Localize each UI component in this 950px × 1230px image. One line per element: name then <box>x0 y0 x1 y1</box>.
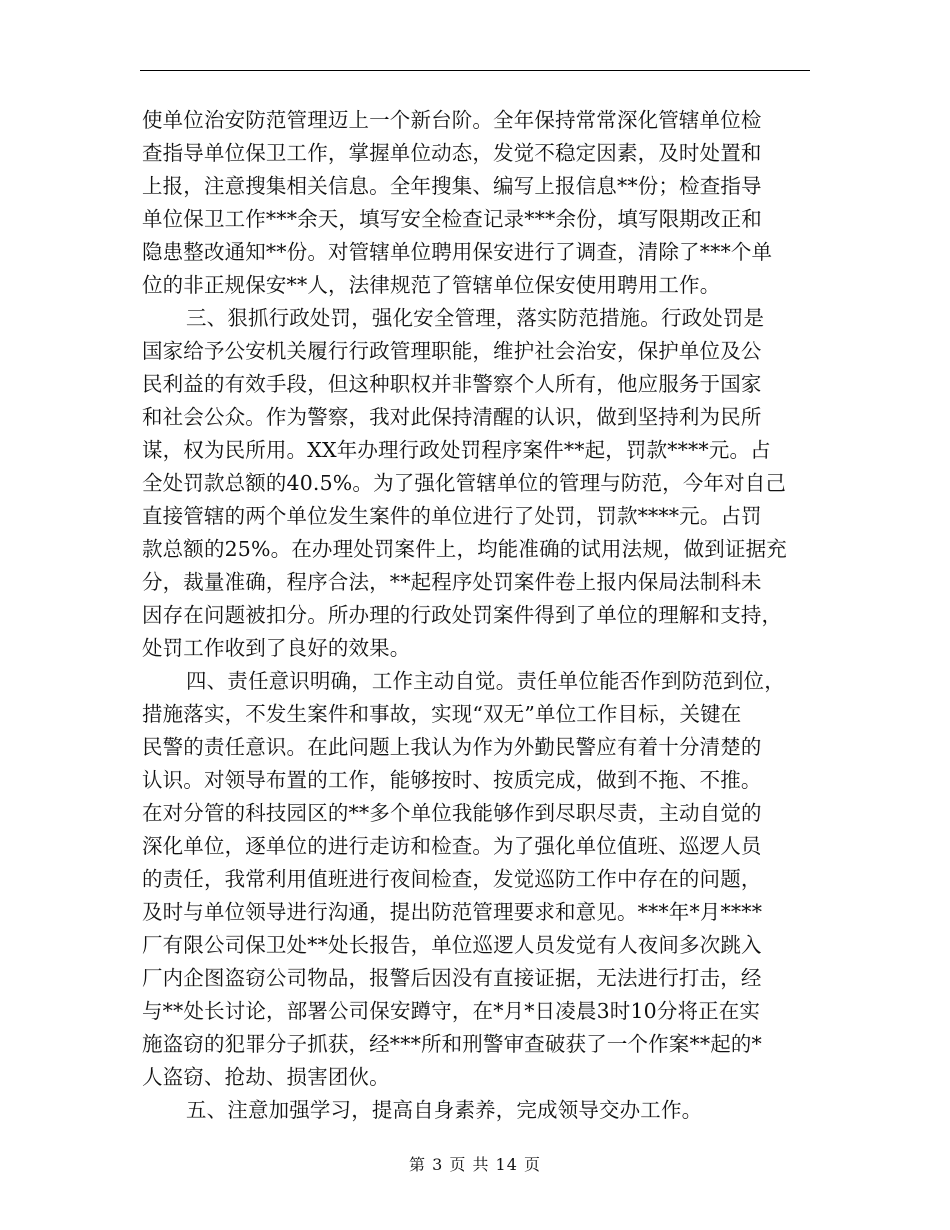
text-line: 措施落实，不发生案件和事故，实现“双无”单位工作目标，关键在 <box>142 702 742 726</box>
text-line: 三、狠抓行政处罚，强化安全管理，落实防范措施。行政处罚是 <box>186 306 765 330</box>
paragraph <box>142 1094 812 1127</box>
text-line: 民警的责任意识。在此问题上我认为作为外勤民警应有着十分清楚的 <box>142 735 762 759</box>
text-line: 厂内企图盗窃公司物品，报警后因没有直接证据，无法进行打击，经 <box>142 966 762 990</box>
text-line: 单位保卫工作***余天，填写安全检查记录***余份，填写限期改正和 <box>142 207 762 231</box>
text-line: 查指导单位保卫工作，掌握单位动态，发觉不稳定因素，及时处置和 <box>142 141 762 165</box>
text-line: 隐患整改通知**份。对管辖单位聘用保安进行了调查，清除了***个单 <box>142 240 773 264</box>
text-line: 使单位治安防范管理迈上一个新台阶。全年保持常常深化管辖单位检 <box>142 108 762 132</box>
text-line: 厂有限公司保卫处**处长报告，单位巡逻人员发觉有人夜间多次跳入 <box>142 933 762 957</box>
page-number-footer: 第 3 页 共 14 页 <box>409 1155 541 1174</box>
paragraph <box>142 302 812 665</box>
text-line: 的责任，我常利用值班进行夜间检查，发觉巡防工作中存在的问题， <box>142 867 762 891</box>
paragraph <box>142 665 812 1094</box>
text-line: 人盗窃、抢劫、损害团伙。 <box>142 1065 390 1089</box>
paragraph <box>142 104 812 302</box>
text-line: 和社会公众。作为警察，我对此保持清醒的认识，做到坚持利为民所 <box>142 405 762 429</box>
text-line: 位的非正规保安**人，法律规范了管辖单位保安使用聘用工作。 <box>142 273 721 297</box>
text-line: 款总额的25%。在办理处罚案件上，均能准确的试用法规，做到证据充 <box>142 537 787 561</box>
text-line: 直接管辖的两个单位发生案件的单位进行了处罚，罚款****元。占罚 <box>142 504 762 528</box>
text-line: 五、注意加强学习，提高自身素养，完成领导交办工作。 <box>186 1098 703 1122</box>
text-line: 全处罚款总额的40.5%。为了强化管辖单位的管理与防范，今年对自己 <box>142 471 787 495</box>
text-line: 深化单位，逐单位的进行走访和检查。为了强化单位值班、巡逻人员 <box>142 834 762 858</box>
text-line: 及时与单位领导进行沟通，提出防范管理要求和意见。***年*月**** <box>142 900 763 924</box>
text-line: 上报，注意搜集相关信息。全年搜集、编写上报信息**份；检查指导 <box>142 174 762 198</box>
header-rule <box>140 70 810 71</box>
text-line: 在对分管的科技园区的**多个单位我能够作到尽职尽责，主动自觉的 <box>142 801 762 825</box>
text-line: 认识。对领导布置的工作，能够按时、按质完成，做到不拖、不推。 <box>142 768 762 792</box>
text-line: 谋，权为民所用。XX年办理行政处罚程序案件**起，罚款****元。占 <box>142 438 771 462</box>
text-line: 民利益的有效手段，但这种职权并非警察个人所有，他应服务于国家 <box>142 372 762 396</box>
text-line: 四、责任意识明确，工作主动自觉。责任单位能否作到防范到位， <box>186 669 785 693</box>
text-line: 分，裁量准确，程序合法，**起程序处罚案件卷上报内保局法制科未 <box>142 570 762 594</box>
text-line: 国家给予公安机关履行行政管理职能，维护社会治安，保护单位及公 <box>142 339 762 363</box>
document-body <box>142 104 812 1127</box>
text-line: 与**处长讨论，部署公司保安蹲守，在*月*日凌晨3时10分将正在实 <box>142 999 761 1023</box>
text-line: 处罚工作收到了良好的效果。 <box>142 636 411 660</box>
text-line: 施盗窃的犯罪分子抓获，经***所和刑警审查破获了一个作案**起的* <box>142 1032 762 1056</box>
text-line: 因存在问题被扣分。所办理的行政处罚案件得到了单位的理解和支持， <box>142 603 783 627</box>
